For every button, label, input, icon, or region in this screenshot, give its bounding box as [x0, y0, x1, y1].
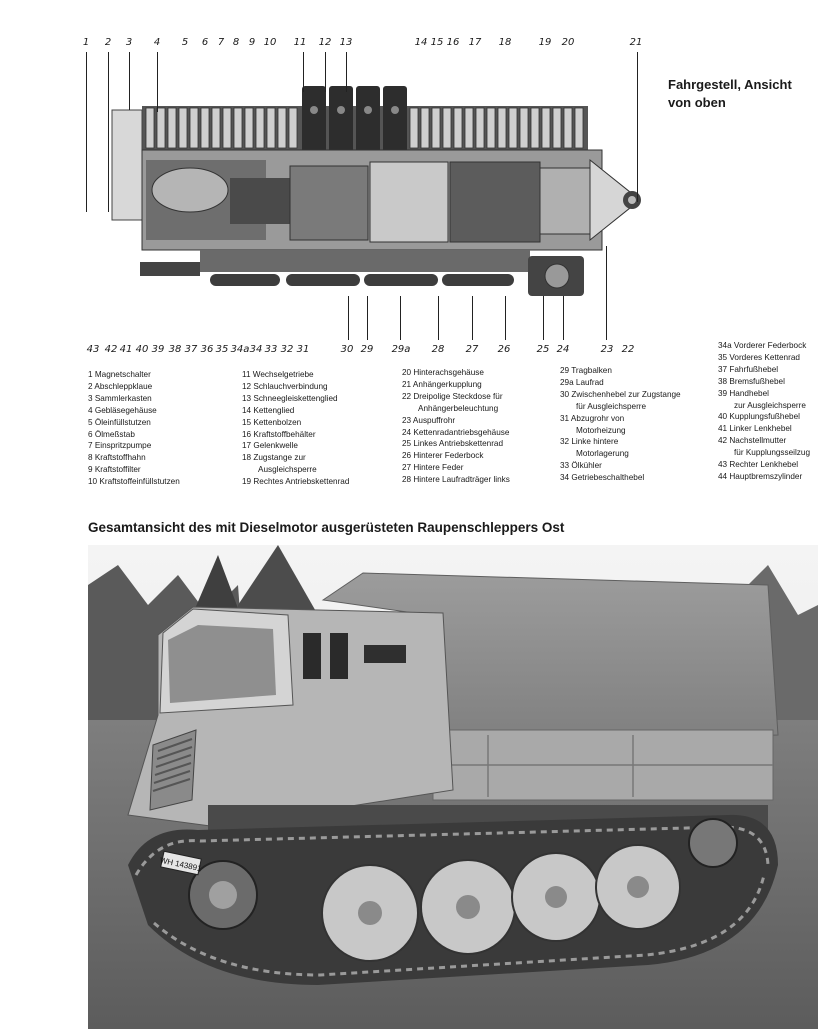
- track-link: [256, 108, 264, 148]
- legend-entry: 28 Hintere Laufradträger links: [402, 475, 510, 485]
- legend-entry: 10 Kraftstoffeinfüllstutzen: [88, 477, 180, 487]
- legend-entry: 33 Ölkühler: [560, 461, 602, 471]
- legend-column-2: [242, 369, 349, 488]
- track-link: [553, 108, 561, 148]
- callout-33: 33: [264, 344, 278, 355]
- legend-entry: 29a Laufrad: [560, 377, 604, 387]
- callout-29a: 29a: [391, 344, 411, 355]
- legend-entry: 24 Kettenradantriebsgehäuse: [402, 427, 510, 437]
- legend-entry: 34 Getriebeschalthebel: [560, 473, 645, 483]
- legend-entry: 42 Nachstellmutter: [718, 436, 787, 446]
- legend-entry: 40 Kupplungsfußhebel: [718, 412, 800, 422]
- legend-entry: 29 Tragbalken: [560, 366, 612, 375]
- track-link: [190, 108, 198, 148]
- track-link: [168, 108, 176, 148]
- callout-19: 19: [538, 37, 552, 48]
- track-link: [454, 108, 462, 148]
- legend-entry: 3 Sammlerkasten: [88, 393, 152, 403]
- legend-entry: für Ausgleichsperre: [576, 401, 647, 411]
- legend-entry: 14 Kettenglied: [242, 405, 295, 415]
- legend-entry: 23 Auspuffrohr: [402, 415, 456, 425]
- legend-entry: 22 Dreipolige Steckdose für: [402, 391, 503, 401]
- callout-6: 6: [201, 37, 209, 48]
- callout-17: 17: [468, 37, 482, 48]
- callout-34a: 34a: [230, 344, 250, 355]
- tractor-image: [88, 545, 818, 1029]
- track-link: [520, 108, 528, 148]
- legend-entry: 38 Bremsfußhebel: [718, 376, 785, 386]
- callout-18: 18: [498, 37, 512, 48]
- track-link: [487, 108, 495, 148]
- diagram-title-line1: Fahrgestell, Ansicht: [668, 77, 792, 92]
- legend-entry: 1 Magnetschalter: [88, 370, 151, 379]
- callout-4: 4: [153, 37, 161, 48]
- track-link: [443, 108, 451, 148]
- callout-28: 28: [431, 344, 445, 355]
- legend-entry: 26 Hinterer Federbock: [402, 451, 484, 461]
- track-link: [234, 108, 242, 148]
- callout-23: 23: [600, 344, 614, 355]
- legend-entry: 21 Anhängerkupplung: [402, 379, 482, 389]
- legend-entry: 4 Gebläsegehäuse: [88, 405, 157, 415]
- diagram-title-line2: von oben: [668, 95, 726, 110]
- legend-entry: 25 Linkes Antriebskettenrad: [402, 439, 504, 449]
- callout-1: 1: [82, 37, 90, 48]
- legend-column-5: [718, 340, 810, 483]
- track-link: [410, 108, 418, 148]
- track-link: [432, 108, 440, 148]
- track-link: [278, 108, 286, 148]
- callout-14: 14: [414, 37, 428, 48]
- legend-entry: 11 Wechselgetriebe: [242, 370, 314, 379]
- callout-11: 11: [293, 37, 307, 48]
- track-link: [575, 108, 583, 148]
- track-link: [201, 108, 209, 148]
- callout-41: 41: [119, 344, 133, 355]
- legend-column-4: [560, 365, 681, 484]
- legend-entry: 30 Zwischenhebel zur Zugstange: [560, 389, 681, 399]
- callout-37: 37: [184, 344, 198, 355]
- callout-43: 43: [86, 344, 100, 355]
- track-link: [509, 108, 517, 148]
- legend-entry: 9 Kraftstoffilter: [88, 465, 141, 475]
- legend-entry: 8 Kraftstoffhahn: [88, 453, 146, 463]
- callout-26: 26: [497, 344, 511, 355]
- legend-entry: 5 Öleinfüllstutzen: [88, 417, 151, 427]
- track-link: [531, 108, 539, 148]
- legend-entry: 6 Ölmeßstab: [88, 429, 135, 439]
- callout-7: 7: [217, 37, 225, 48]
- legend-entry: 31 Abzugrohr von: [560, 413, 625, 423]
- legend-entry: 20 Hinterachsgehäuse: [402, 368, 484, 377]
- callout-12: 12: [318, 37, 332, 48]
- legend-entry: 41 Linker Lenkhebel: [718, 424, 792, 434]
- legend-entry: Ausgleichsperre: [258, 465, 317, 475]
- legend-entry: 13 Schneegleiskettenglied: [242, 393, 338, 403]
- track-link: [542, 108, 550, 148]
- callout-30: 30: [340, 344, 354, 355]
- chassis-drawing: [80, 50, 660, 350]
- legend-entry: Motorlagerung: [576, 449, 629, 459]
- legend-entry: 27 Hintere Feder: [402, 463, 464, 473]
- legend-entry: 19 Rechtes Antriebskettenrad: [242, 477, 350, 487]
- photo-caption: Gesamtansicht des mit Dieselmotor ausgerüsteten Raupenschleppers Ost: [88, 520, 565, 535]
- legend-entry: 17 Gelenkwelle: [242, 441, 298, 451]
- legend-entry: 37 Fahrfußhebel: [718, 364, 779, 374]
- legend-entry: 7 Einspritzpumpe: [88, 441, 152, 451]
- legend-column-3: [402, 367, 510, 486]
- callout-39: 39: [151, 344, 165, 355]
- legend-entry: 34a Vorderer Federbock: [718, 341, 807, 350]
- callout-25: 25: [536, 344, 550, 355]
- callout-31: 31: [296, 344, 310, 355]
- legend-entry: Anhängerbeleuchtung: [418, 403, 499, 413]
- track-link: [476, 108, 484, 148]
- callout-13: 13: [339, 37, 353, 48]
- callout-22: 22: [621, 344, 635, 355]
- callout-8: 8: [232, 37, 240, 48]
- callout-21: 21: [629, 37, 643, 48]
- legend-entry: 43 Rechter Lenkhebel: [718, 460, 799, 470]
- callout-34: 34: [249, 344, 263, 355]
- legend-entry: 32 Linke hintere: [560, 437, 619, 447]
- callout-24: 24: [556, 344, 570, 355]
- track-link: [465, 108, 473, 148]
- legend-entry: Motorheizung: [576, 425, 626, 435]
- track-link: [157, 108, 165, 148]
- legend-entry: 39 Handhebel: [718, 388, 769, 398]
- callout-40: 40: [135, 344, 149, 355]
- legend-entry: 2 Abschleppklaue: [88, 381, 153, 391]
- legend-entry: 18 Zugstange zur: [242, 453, 306, 463]
- callout-3: 3: [125, 37, 133, 48]
- callout-27: 27: [465, 344, 479, 355]
- callout-38: 38: [168, 344, 182, 355]
- track-link: [267, 108, 275, 148]
- license-plate: WH 143891: [159, 855, 203, 874]
- callout-16: 16: [446, 37, 460, 48]
- legend-entry: 35 Vorderes Kettenrad: [718, 352, 800, 362]
- callout-9: 9: [248, 37, 256, 48]
- callout-42: 42: [104, 344, 118, 355]
- callout-2: 2: [104, 37, 112, 48]
- track-link: [289, 108, 297, 148]
- legend-entry: zur Ausgleichsperre: [734, 400, 806, 410]
- track-link: [223, 108, 231, 148]
- track-link: [245, 108, 253, 148]
- callout-20: 20: [561, 37, 575, 48]
- legend-entry: 12 Schlauchverbindung: [242, 381, 328, 391]
- track-link: [146, 108, 154, 148]
- track-link: [212, 108, 220, 148]
- callout-35: 35: [215, 344, 229, 355]
- legend-entry: 15 Kettenbolzen: [242, 417, 302, 427]
- track-link: [421, 108, 429, 148]
- legend-entry: für Kupplungsseilzug: [734, 448, 811, 458]
- callout-32: 32: [280, 344, 294, 355]
- track-link: [564, 108, 572, 148]
- callout-29: 29: [360, 344, 374, 355]
- callout-36: 36: [200, 344, 214, 355]
- track-link: [498, 108, 506, 148]
- legend-entry: 44 Hauptbremszylinder: [718, 471, 803, 481]
- callout-15: 15: [430, 37, 444, 48]
- callout-10: 10: [263, 37, 277, 48]
- callout-5: 5: [181, 37, 189, 48]
- vehicle-photo: [88, 545, 818, 1029]
- track-link: [179, 108, 187, 148]
- legend-entry: 16 Kraftstoffbehälter: [242, 429, 316, 439]
- legend-column-1: [88, 369, 180, 488]
